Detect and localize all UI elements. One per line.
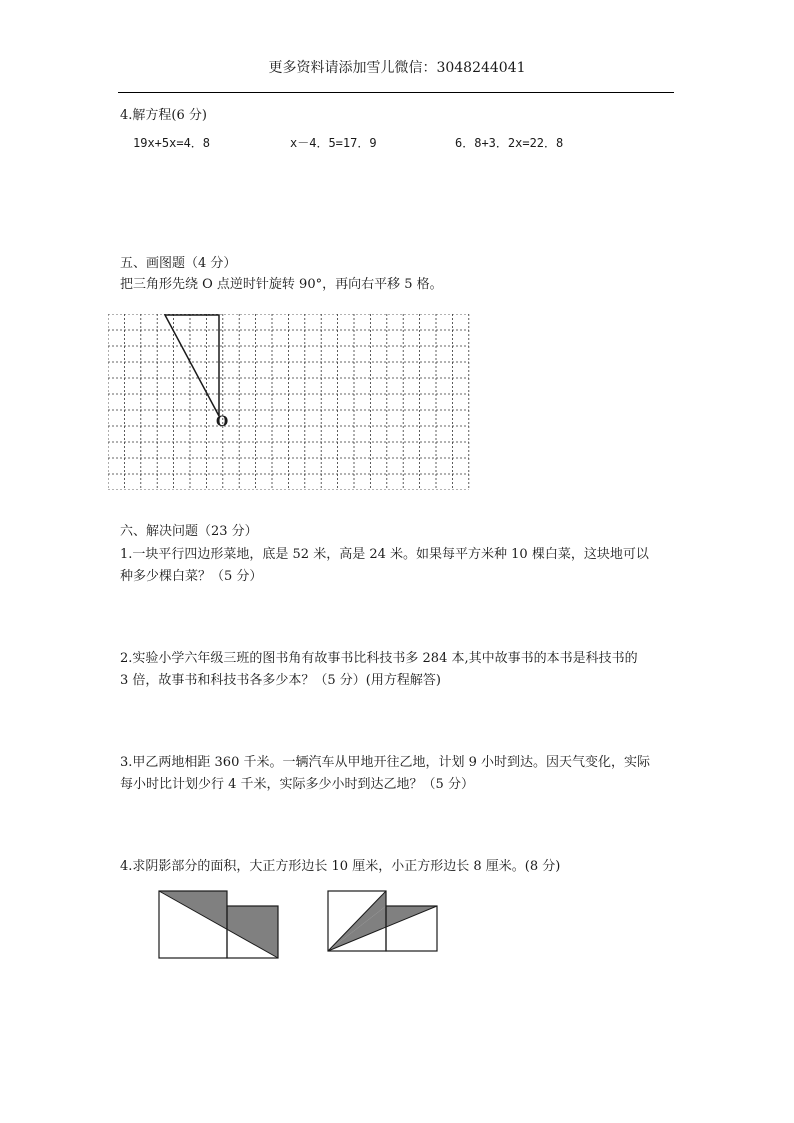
problem-1-line-1: 1.一块平行四边形菜地，底是 52 米，高是 24 米。如果每平方米种 10 棵白菜，这块地可以	[120, 547, 649, 562]
point-o-label: O	[216, 414, 229, 430]
problem-2-line-2: 3 倍，故事书和科技书各多少本？（5 分）(用方程解答)	[120, 673, 441, 688]
drawing-grid	[108, 314, 470, 490]
shaded-figure-2	[326, 890, 440, 954]
section5-instruction: 把三角形先绕 O 点逆时针旋转 90°，再向右平移 5 格。	[120, 277, 443, 292]
equation-1: 19x+5x=4．8	[133, 136, 211, 150]
page-header: 更多资料请添加雪儿微信：3048244041	[268, 60, 526, 76]
shaded-figure-1	[158, 890, 282, 962]
equation-3: 6．8+3．2x=22．8	[455, 136, 564, 150]
problem-3-line-2: 每小时比计划少行 4 千米，实际多少小时到达乙地？（5 分）	[120, 777, 474, 792]
problem-1-line-2: 种多少棵白菜？（5 分）	[120, 569, 263, 584]
header-divider	[118, 92, 674, 93]
problem-4-line-1: 4.求阴影部分的面积，大正方形边长 10 厘米，小正方形边长 8 厘米。(8 分)	[120, 859, 561, 874]
problem-2-line-1: 2.实验小学六年级三班的图书角有故事书比科技书多 284 本,其中故事书的本书是科技书的	[120, 651, 638, 666]
section5-title: 五、画图题（4 分）	[120, 256, 237, 271]
section6-title: 六、解决问题（23 分）	[120, 524, 258, 539]
equation-2: x－4．5=17．9	[290, 136, 377, 150]
problem-3-line-1: 3.甲乙两地相距 360 千米。一辆汽车从甲地开往乙地，计划 9 小时到达。因天气变化，实际	[120, 755, 651, 770]
q4-title: 4.解方程(6 分)	[120, 108, 207, 123]
